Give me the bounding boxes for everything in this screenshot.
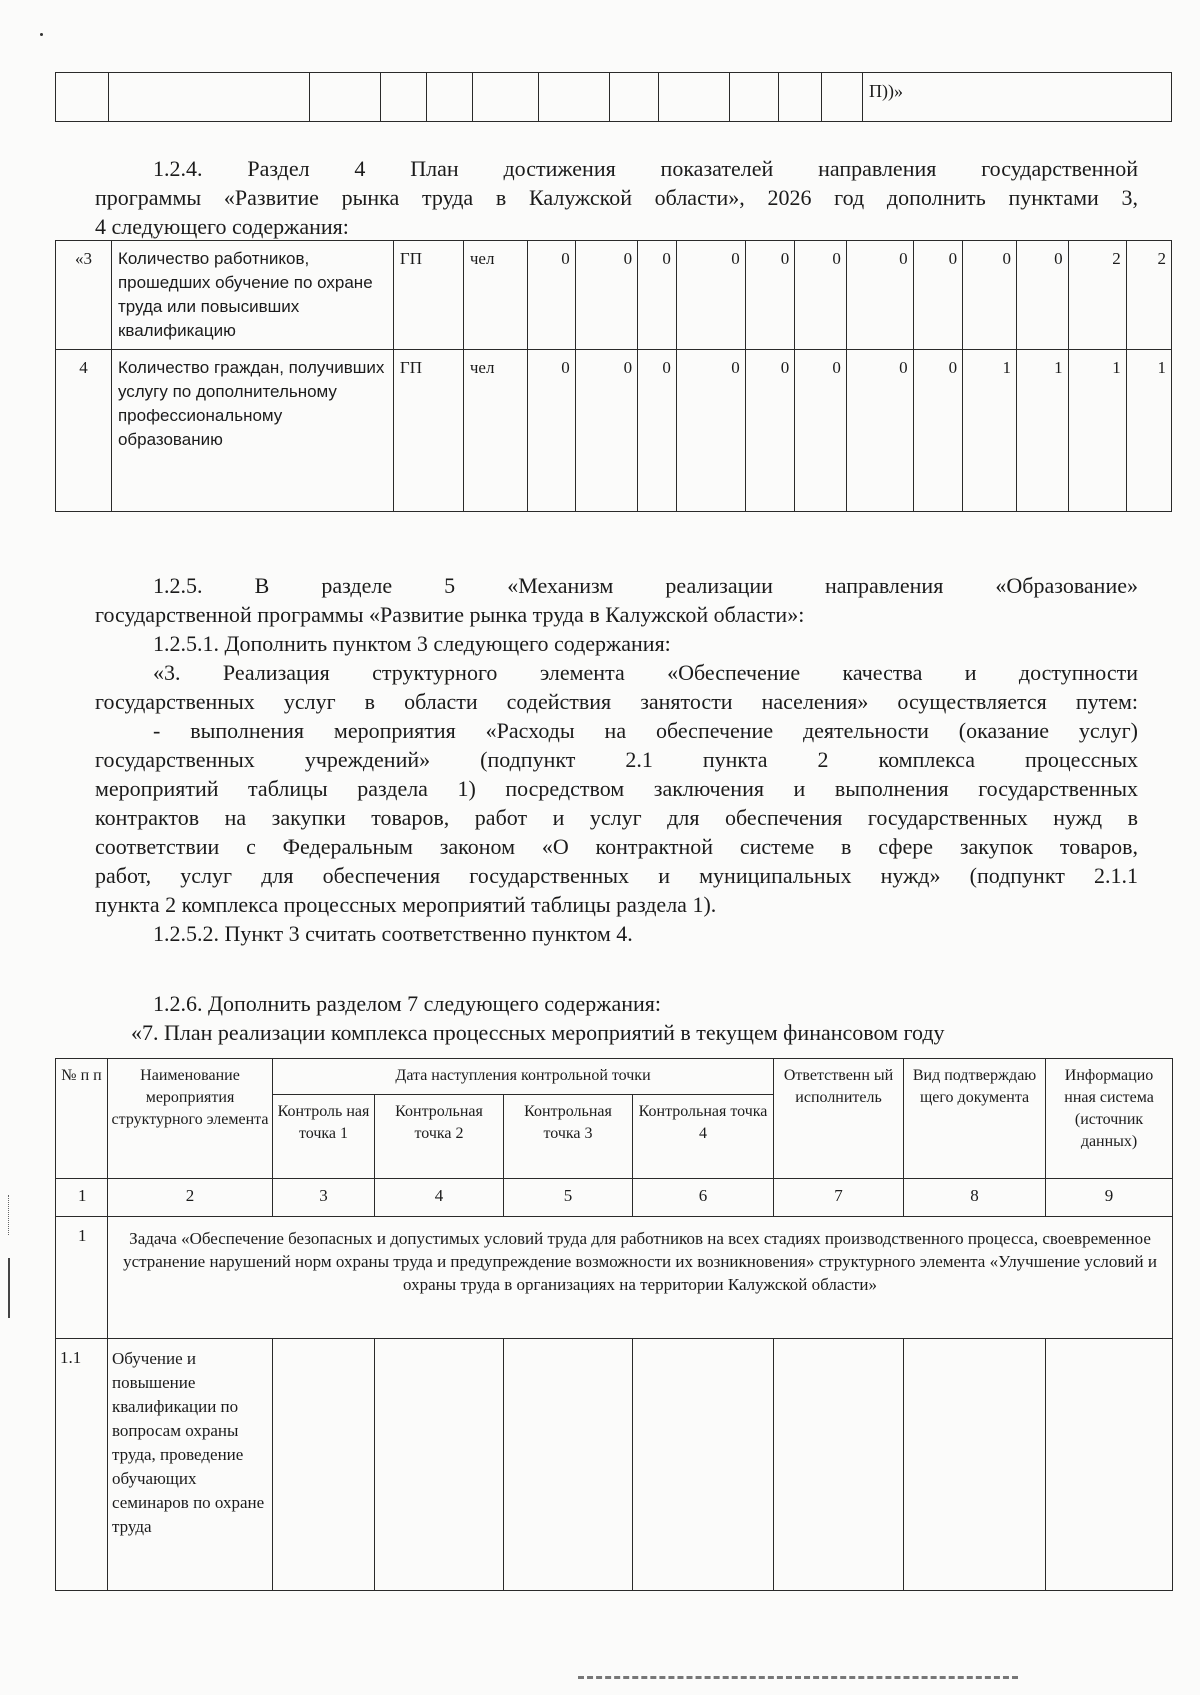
indicator-value: 2 [1068,241,1126,350]
text-line: 1.2.6. Дополнить разделом 7 следующего содержания: [153,991,662,1016]
indicator-level: ГП [393,241,463,350]
implementation-plan-table [55,1058,1173,1591]
indicator-value: 0 [745,350,795,512]
text-line: работ, услуг для обеспечения государственных и муниципальных нужд» (подпункт 2.1.1 [95,863,1138,888]
text-line: контрактов на закупки товаров, работ и услуг для обеспечения государственных нужд в [95,805,1138,830]
indicator-value: 0 [638,350,677,512]
indicator-value: 0 [676,241,745,350]
indicator-value: 0 [575,241,637,350]
column-number: 8 [904,1179,1046,1217]
table-row [56,350,1172,512]
table-row [56,241,1172,350]
indicator-value: 0 [846,350,913,512]
task-description: Задача «Обеспечение безопасных и допустимых условий труда для работников на всех стадиях производственного процесса, своевременное устранение нарушений норм охраны труда и предупреждение возможности их возникновения» структурного элемента «Улучшение условий и охраны труда в организациях на территории Калужской области» [108,1217,1173,1339]
indicator-value: 2 [1126,241,1171,350]
header-row [56,1059,1173,1095]
indicator-value: 0 [913,350,963,512]
task-number: 1 [56,1217,108,1339]
column-number: 1 [56,1179,108,1217]
header-responsible: Ответственн ый исполнитель [774,1059,904,1179]
text-line: 1.2.5.2. Пункт 3 считать соответственно пунктом 4. [153,921,633,946]
scan-mark [8,1195,10,1235]
indicator-level: ГП [393,350,463,512]
document-type-cell [904,1339,1046,1591]
indicator-unit: чел [463,350,528,512]
indicator-unit: чел [463,241,528,350]
text-line: 1.2.4. Раздел 4 План достижения показателей направления государственной [153,156,1138,181]
text-line: «3. Реализация структурного элемента «Обеспечение качества и доступности [153,660,1138,685]
scan-speck [40,33,43,36]
column-number: 2 [108,1179,273,1217]
indicator-value: 1 [1016,350,1068,512]
column-number-row [56,1179,1173,1217]
indicators-table [55,240,1172,512]
paragraph-1-2-4 [95,154,1138,241]
paragraph-1-2-6 [95,989,1138,1047]
table-row [56,1339,1173,1591]
text-line: государственных услуг в области содействия занятости населения» осуществляется путем: [95,689,1138,714]
indicator-value: 0 [1016,241,1068,350]
column-number: 3 [273,1179,375,1217]
indicator-value: 0 [528,241,575,350]
text-line: мероприятий таблицы раздела 1) посредством заключения и выполнения государственных [95,776,1138,801]
section-7-title: «7. План реализации комплекса процессных мероприятий в текущем финансовом году [131,1020,945,1045]
indicator-name: Количество граждан, получивших услугу по дополнительному профессиональному образованию [111,350,393,512]
text-line: государственной программы «Развитие рынка труда в Калужской области»: [95,602,805,627]
indicator-value: 0 [676,350,745,512]
scan-mark [578,1676,1018,1682]
text-line: 1.2.5. В разделе 5 «Механизм реализации направления «Образование» [153,573,1138,598]
indicator-value: 0 [795,350,847,512]
column-number: 7 [774,1179,904,1217]
indicator-value: 0 [963,241,1017,350]
column-number: 5 [504,1179,633,1217]
item-number: 1.1 [56,1339,108,1591]
indicator-value: 1 [963,350,1017,512]
control-point-3-cell [504,1339,633,1591]
previous-table-tail-text: П))» [863,73,1172,122]
header-control-point-2: Контрольная точка 2 [375,1095,504,1179]
responsible-cell [774,1339,904,1591]
indicator-value: 0 [846,241,913,350]
text-line: пункта 2 комплекса процессных мероприятий таблицы раздела 1). [95,892,717,917]
header-activity-name: Наименование мероприятия структурного элемента [108,1059,273,1179]
indicator-name: Количество работников, прошедших обучение по охране труда или повысивших квалификацию [111,241,393,350]
indicator-value: 0 [528,350,575,512]
indicator-value: 0 [745,241,795,350]
task-row [56,1217,1173,1339]
indicator-value: 0 [795,241,847,350]
text-line: 4 следующего содержания: [95,214,349,239]
text-line: программы «Развитие рынка труда в Калужской области», 2026 год дополнить пунктами 3, [95,185,1138,210]
indicator-value: 1 [1126,350,1171,512]
indicator-value: 1 [1068,350,1126,512]
previous-table-tail [55,72,1172,122]
indicator-value: 0 [913,241,963,350]
column-number: 6 [633,1179,774,1217]
control-point-2-cell [375,1339,504,1591]
text-line: государственных учреждений» (подпункт 2.1 пункта 2 комплекса процессных [95,747,1138,772]
control-point-1-cell [273,1339,375,1591]
indicator-value: 0 [575,350,637,512]
column-number: 4 [375,1179,504,1217]
paragraph-1-2-5 [95,571,1138,948]
header-number: № п п [56,1059,108,1179]
header-control-date-group: Дата наступления контрольной точки [273,1059,774,1095]
control-point-4-cell [633,1339,774,1591]
text-line: 1.2.5.1. Дополнить пунктом 3 следующего содержания: [153,631,671,656]
header-document-type: Вид подтверждаю щего документа [904,1059,1046,1179]
item-name: Обучение и повышение квалификации по вопросам охраны труда, проведение обучающих семинаров по охране труда [108,1339,273,1591]
information-system-cell [1046,1339,1173,1591]
header-control-point-3: Контрольная точка 3 [504,1095,633,1179]
text-line: - выполнения мероприятия «Расходы на обеспечение деятельности (оказание услуг) [153,718,1138,743]
scan-mark [8,1258,10,1318]
row-number: 4 [56,350,112,512]
indicator-value: 0 [638,241,677,350]
row-number: «3 [56,241,112,350]
text-line: соответствии с Федеральным законом «О контрактной системе в сфере закупок товаров, [95,834,1138,859]
header-control-point-1: Контроль ная точка 1 [273,1095,375,1179]
header-control-point-4: Контрольная точка 4 [633,1095,774,1179]
header-information-system: Информацио нная система (источник данных) [1046,1059,1173,1179]
column-number: 9 [1046,1179,1173,1217]
